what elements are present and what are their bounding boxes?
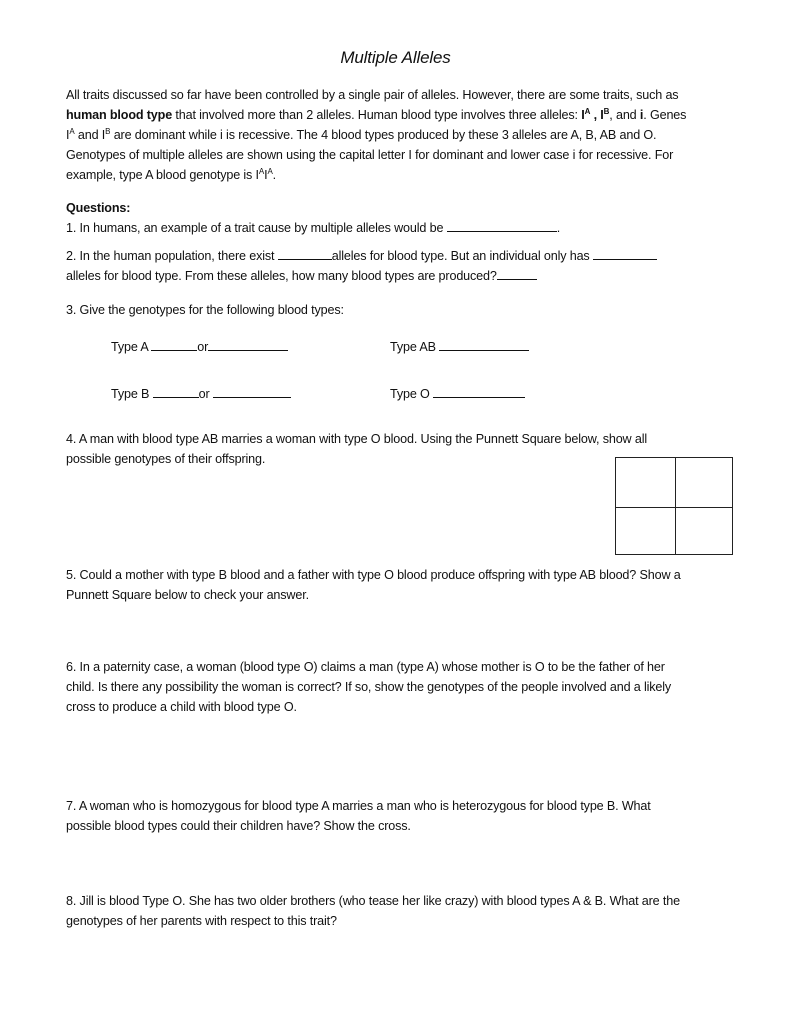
- answer-blank[interactable]: [497, 268, 537, 280]
- intro-line-5: [66, 168, 276, 182]
- question-7-line-2: possible blood types could their children have? Show the cross.: [66, 819, 411, 833]
- sup: A: [584, 107, 591, 116]
- question-3: 3. Give the genotypes for the following blood types:: [66, 303, 344, 317]
- question-5-line-1: 5. Could a mother with type B blood and a father with type O blood produce offspring with type AB blood? Show a: [66, 568, 681, 582]
- question-2-line-1: [66, 248, 657, 263]
- text: , and: [609, 108, 640, 122]
- question-7-line-1: 7. A woman who is homozygous for blood type A marries a man who is heterozygous for blood type B. What: [66, 799, 651, 813]
- label: Type AB: [390, 340, 440, 354]
- question-6-line-1: 6. In a paternity case, a woman (blood type O) claims a man (type A) whose mother is O to be the father of her: [66, 660, 665, 674]
- type-ab-row: [390, 339, 529, 354]
- answer-blank[interactable]: [593, 248, 657, 260]
- allele: I: [581, 108, 585, 122]
- label: or: [197, 340, 209, 354]
- label: Type O: [390, 387, 434, 401]
- sup: B: [603, 107, 610, 116]
- text: 2. In the human population, there exist: [66, 249, 278, 263]
- label: or: [198, 387, 210, 401]
- text: are dominant while i is recessive. The 4 blood types produced by these 3 alleles are A, B, AB and O.: [110, 128, 657, 142]
- type-o-row: [390, 386, 525, 401]
- punnett-square[interactable]: [615, 457, 733, 555]
- divider: [675, 458, 676, 554]
- allele: i: [639, 108, 644, 122]
- answer-blank[interactable]: [208, 339, 288, 351]
- question-6-line-2: child. Is there any possibility the woman is correct? If so, show the genotypes of the people involved and a likely: [66, 680, 672, 694]
- text: I: [264, 168, 268, 182]
- text: alleles for blood type. But an individual only has: [331, 249, 593, 263]
- bold-term: human blood type: [66, 108, 173, 122]
- questions-heading: Questions:: [66, 201, 131, 215]
- question-8-line-2: genotypes of her parents with respect to this trait?: [66, 914, 337, 928]
- type-b-row: [111, 386, 291, 401]
- text: alleles for blood type. From these alleles, how many blood types are produced?: [66, 269, 497, 283]
- question-4-line-1: 4. A man with blood type AB marries a woman with type O blood. Using the Punnett Square below, show all: [66, 432, 647, 446]
- sup: B: [105, 127, 111, 136]
- answer-blank[interactable]: [447, 220, 557, 232]
- question-8-line-1: 8. Jill is blood Type O. She has two older brothers (who tease her like crazy) with blood types A & B. What are the: [66, 894, 680, 908]
- allele: I: [600, 108, 604, 122]
- question-5-line-2: Punnett Square below to check your answer.: [66, 588, 309, 602]
- intro-line-1: All traits discussed so far have been controlled by a single pair of alleles. However, there are some traits, such as: [66, 88, 679, 102]
- text: .: [556, 221, 561, 235]
- answer-blank[interactable]: [213, 386, 291, 398]
- label: Type A: [111, 340, 152, 354]
- text: .: [272, 168, 276, 182]
- intro-line-4: Genotypes of multiple alleles are shown using the capital letter I for dominant and lower case i for recessive. For: [66, 148, 674, 162]
- question-6-line-3: cross to produce a child with blood type O.: [66, 700, 297, 714]
- sup: A: [258, 167, 265, 176]
- text: ,: [590, 108, 601, 122]
- intro-line-2: [66, 108, 686, 122]
- text: and I: [74, 128, 106, 142]
- answer-blank[interactable]: [278, 248, 332, 260]
- question-1: [66, 220, 560, 235]
- answer-blank[interactable]: [433, 386, 525, 398]
- answer-blank[interactable]: [153, 386, 199, 398]
- text: . Genes: [643, 108, 687, 122]
- label: Type B: [111, 387, 153, 401]
- sup: A: [69, 127, 75, 136]
- type-a-row: [111, 339, 288, 354]
- text: 1. In humans, an example of a trait cause by multiple alleles would be: [66, 221, 447, 235]
- allele: I: [66, 128, 70, 142]
- answer-blank[interactable]: [439, 339, 529, 351]
- text: that involved more than 2 alleles. Human blood type involves three alleles:: [172, 108, 582, 122]
- text: example, type A blood genotype is I: [66, 168, 259, 182]
- divider: [616, 507, 732, 508]
- document-title: Multiple Alleles: [340, 48, 451, 67]
- question-4-line-2: possible genotypes of their offspring.: [66, 452, 266, 466]
- intro-line-3: [66, 128, 656, 142]
- sup: A: [267, 167, 273, 176]
- question-2-line-2: [66, 268, 537, 283]
- answer-blank[interactable]: [151, 339, 197, 351]
